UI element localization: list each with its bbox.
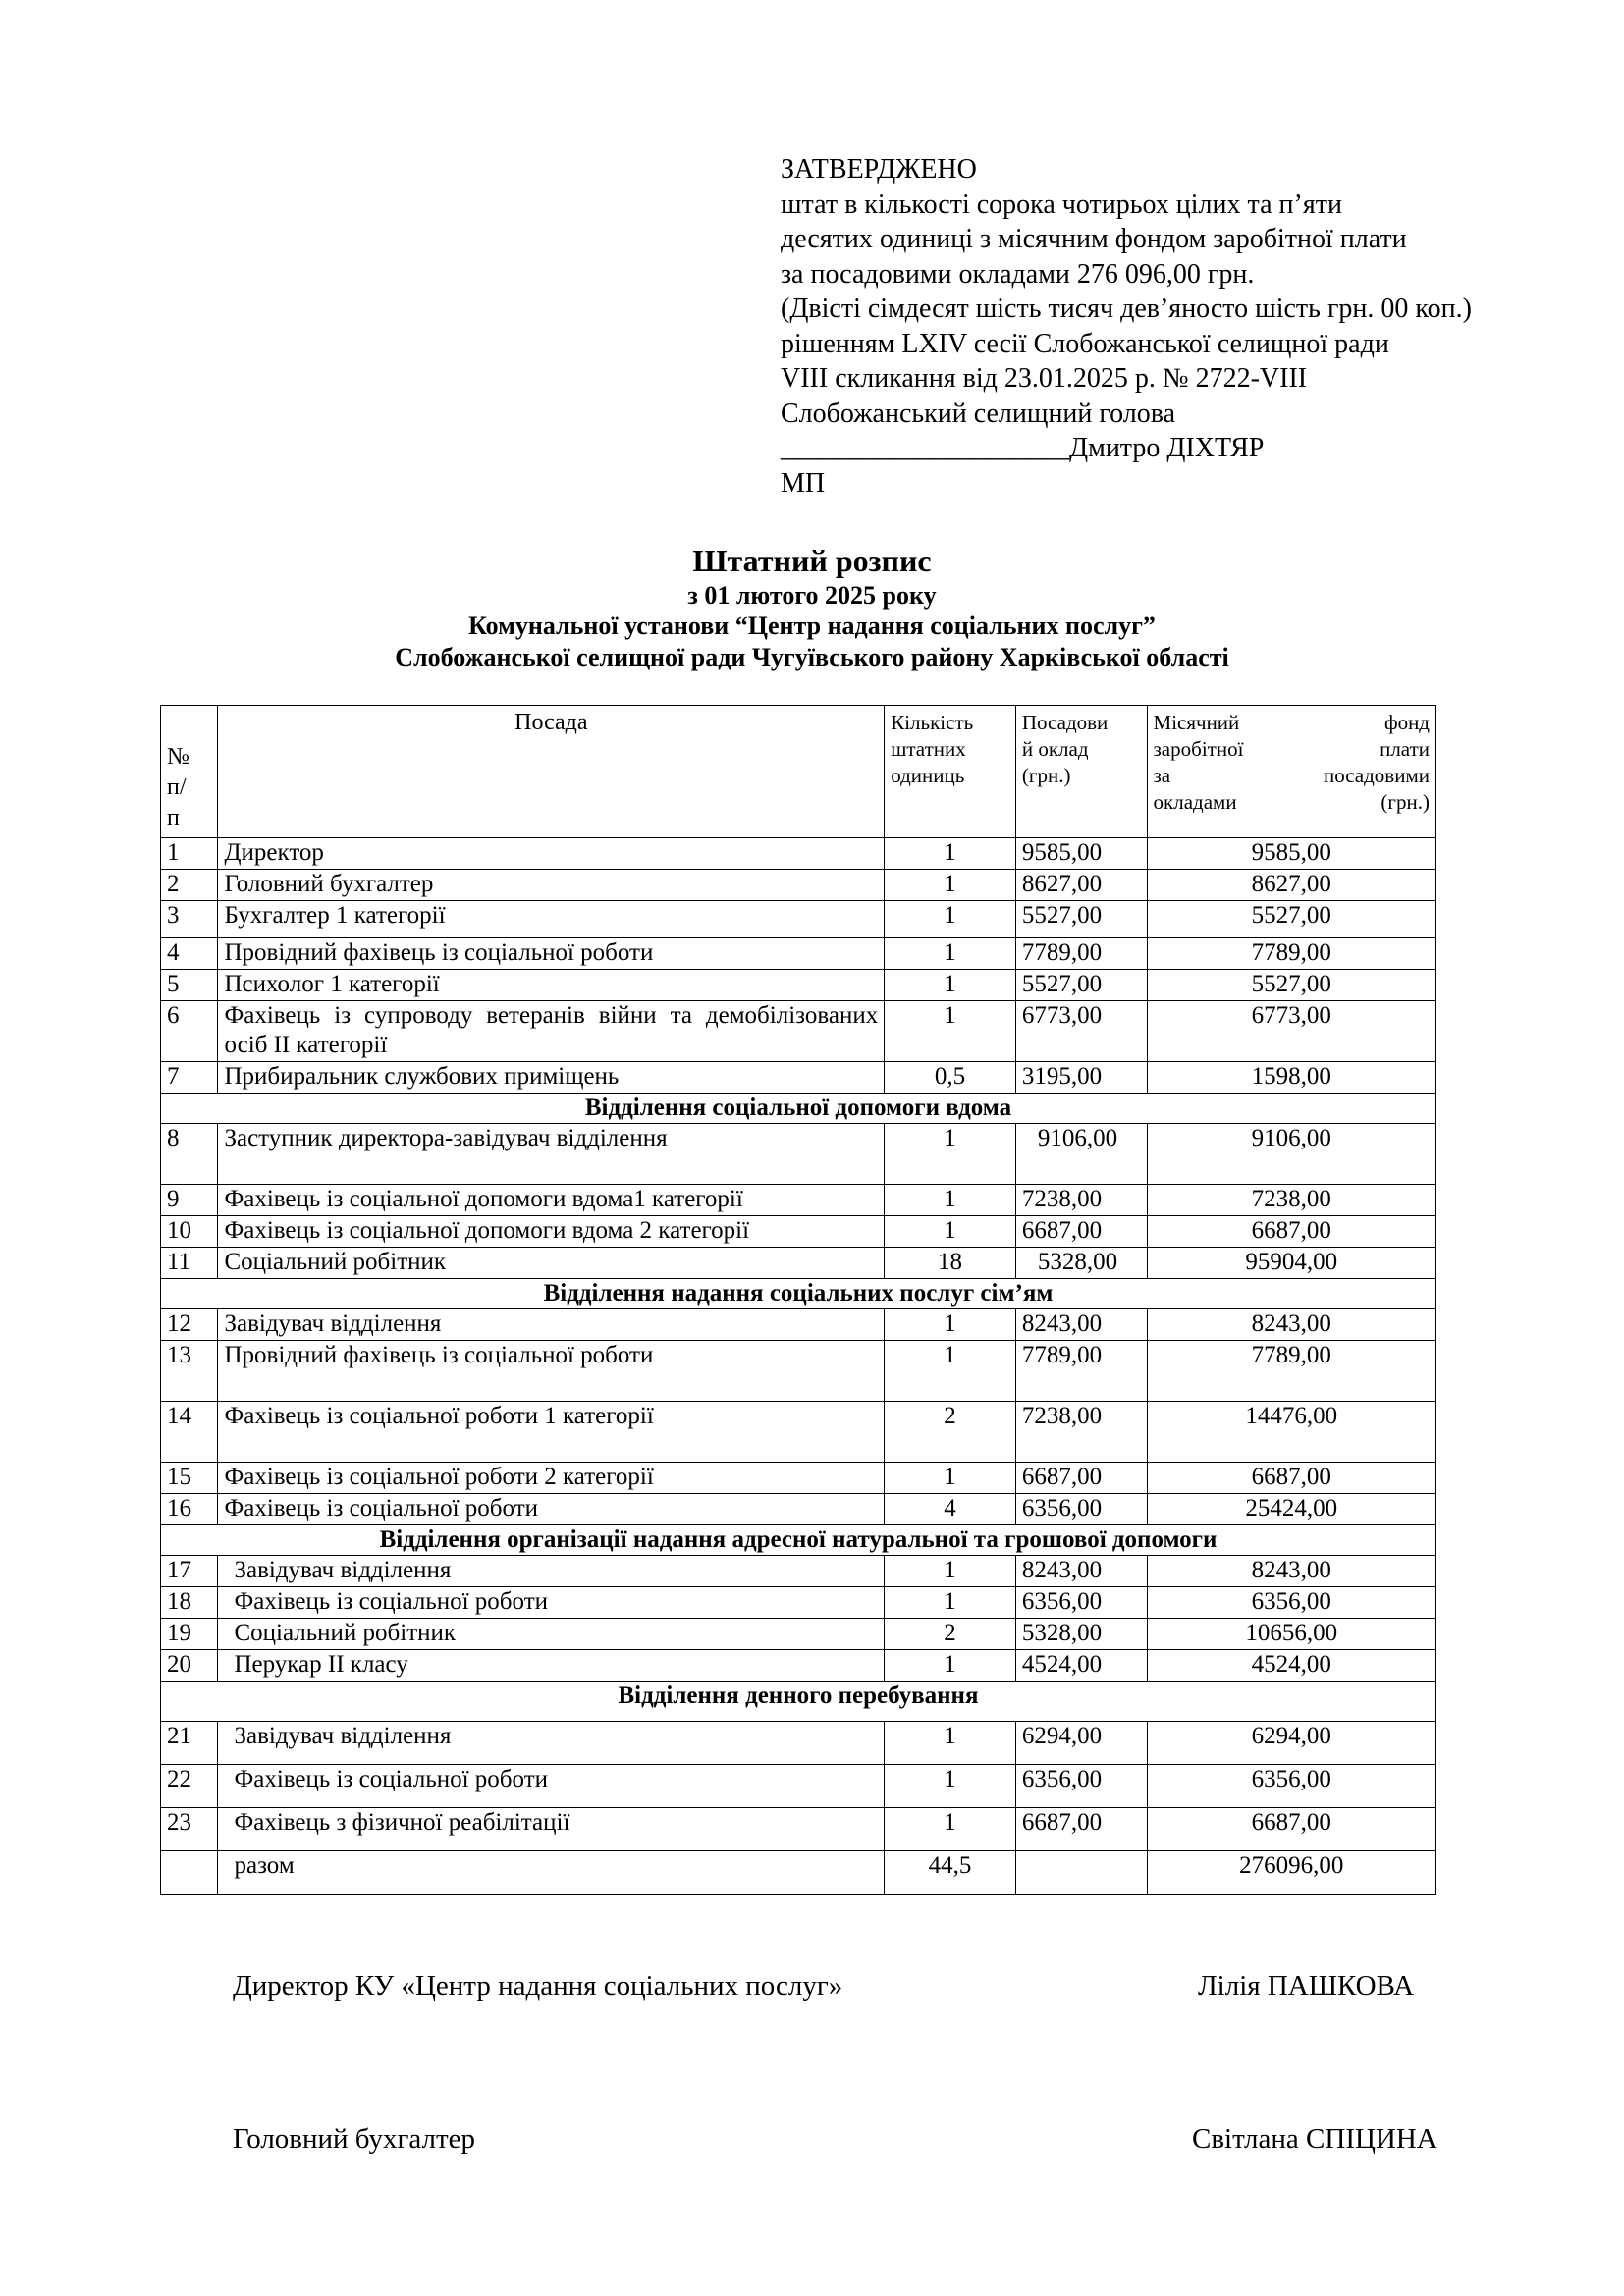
- row-position: Фахівець із соціальної роботи 1 категорії: [218, 1402, 885, 1463]
- header-fund-line: за посадовими: [1153, 764, 1430, 787]
- row-fund: 9585,00: [1147, 838, 1435, 870]
- row-number: 3: [161, 901, 218, 938]
- row-fund: 8243,00: [1147, 1309, 1435, 1341]
- table-row: [161, 870, 1436, 901]
- row-fund: 8243,00: [1147, 1556, 1435, 1587]
- row-fund: 5527,00: [1147, 970, 1435, 1001]
- row-fund: 5527,00: [1147, 901, 1435, 938]
- row-quantity: 1: [885, 870, 1016, 901]
- table-row: [161, 1494, 1436, 1525]
- table-row: [161, 1185, 1436, 1216]
- approval-line: штат в кількості сорока чотирьох цілих та п’яти: [781, 188, 1342, 220]
- table-row: [161, 1650, 1436, 1682]
- table-row: [161, 970, 1436, 1001]
- table-row: [161, 1619, 1436, 1650]
- row-position: Завідувач відділення: [218, 1556, 885, 1587]
- row-fund: 6773,00: [1147, 1001, 1435, 1062]
- row-position: Головний бухгалтер: [218, 870, 885, 901]
- section-heading: Відділення денного перебування: [161, 1682, 1436, 1722]
- row-salary: 9585,00: [1015, 838, 1147, 870]
- table-row: [161, 838, 1436, 870]
- header-fund-line: заробітної плати: [1153, 737, 1430, 761]
- row-number: 8: [161, 1124, 218, 1185]
- header-fund-line: окладами (грн.): [1153, 790, 1430, 814]
- row-number: 6: [161, 1001, 218, 1062]
- row-number: 19: [161, 1619, 218, 1650]
- section-row: [161, 1525, 1436, 1556]
- row-fund: 7789,00: [1147, 1341, 1435, 1402]
- section-row: [161, 1094, 1436, 1124]
- table-row: [161, 1309, 1436, 1341]
- row-salary: 4524,00: [1015, 1650, 1147, 1682]
- row-number: 17: [161, 1556, 218, 1587]
- row-quantity: 1: [885, 1556, 1016, 1587]
- table-row: [161, 1556, 1436, 1587]
- header-salary-line: й оклад: [1021, 737, 1089, 761]
- header-number-line: п/: [167, 774, 187, 800]
- row-fund: 4524,00: [1147, 1650, 1435, 1682]
- row-salary: 7789,00: [1015, 1341, 1147, 1402]
- row-position: Фахівець із соціальної допомоги вдома 2 категорії: [218, 1216, 885, 1248]
- director-title: Директор КУ «Центр надання соціальних послуг»: [233, 1970, 843, 2002]
- row-position: Провідний фахівець із соціальної роботи: [218, 1341, 885, 1402]
- table-row: [161, 1341, 1436, 1402]
- organization-affiliation: Слобожанської селищної ради Чугуївського району Харківської області: [395, 643, 1229, 671]
- row-quantity: 2: [885, 1402, 1016, 1463]
- row-quantity: 1: [885, 901, 1016, 938]
- row-number: 2: [161, 870, 218, 901]
- document-title: Штатний розпис: [692, 543, 932, 578]
- row-quantity: 1: [885, 1808, 1016, 1851]
- row-fund: 1598,00: [1147, 1062, 1435, 1094]
- header-number-line: №: [167, 744, 189, 770]
- row-fund: 6356,00: [1147, 1587, 1435, 1619]
- row-salary: 5527,00: [1015, 901, 1147, 938]
- header-quantity: [885, 706, 1016, 838]
- row-fund: 25424,00: [1147, 1494, 1435, 1525]
- row-salary: 6294,00: [1015, 1722, 1147, 1765]
- row-salary: 6356,00: [1015, 1765, 1147, 1808]
- row-number: 14: [161, 1402, 218, 1463]
- header-number-line: п: [167, 805, 180, 830]
- approval-line: VIII скликання від 23.01.2025 р. № 2722-VIII: [781, 363, 1308, 394]
- row-number: 10: [161, 1216, 218, 1248]
- row-number: 15: [161, 1463, 218, 1494]
- row-salary: 6687,00: [1015, 1216, 1147, 1248]
- row-quantity: 0,5: [885, 1062, 1016, 1094]
- row-quantity: 1: [885, 1309, 1016, 1341]
- approval-line: за посадовими окладами 276 096,00 грн.: [781, 258, 1255, 290]
- header-fund: [1147, 706, 1435, 838]
- row-quantity: 1: [885, 1722, 1016, 1765]
- table-row: [161, 1808, 1436, 1851]
- approval-line: рішенням LXIV сесії Слобожанської селищної ради: [781, 328, 1389, 359]
- row-salary: 6687,00: [1015, 1808, 1147, 1851]
- table-row: [161, 1124, 1436, 1185]
- row-position: Прибиральник службових приміщень: [218, 1062, 885, 1094]
- row-fund: 8627,00: [1147, 870, 1435, 901]
- row-salary: 8243,00: [1015, 1556, 1147, 1587]
- row-number: 21: [161, 1722, 218, 1765]
- row-number: 9: [161, 1185, 218, 1216]
- row-number: 23: [161, 1808, 218, 1851]
- approval-line: МП: [781, 467, 826, 499]
- row-fund: 95904,00: [1147, 1248, 1435, 1279]
- total-quantity: 44,5: [885, 1851, 1016, 1895]
- row-number: 5: [161, 970, 218, 1001]
- row-quantity: 1: [885, 1216, 1016, 1248]
- row-number: 7: [161, 1062, 218, 1094]
- row-quantity: 1: [885, 1341, 1016, 1402]
- row-salary: 6356,00: [1015, 1587, 1147, 1619]
- accountant-title: Головний бухгалтер: [233, 2123, 475, 2155]
- approval-line: _____________________Дмитро ДІХТЯР: [781, 433, 1265, 463]
- table-header-row: [161, 706, 1436, 838]
- approval-line: (Двісті сімдесят шість тисяч дев’яносто шість грн. 00 коп.): [781, 294, 1472, 324]
- row-position: Фахівець із соціальної допомоги вдома1 категорії: [218, 1185, 885, 1216]
- row-position: Фахівець з фізичної реабілітації: [218, 1808, 885, 1851]
- row-number: 12: [161, 1309, 218, 1341]
- row-position: Соціальний робітник: [218, 1619, 885, 1650]
- staff-table: [160, 705, 1436, 1895]
- table-row: [161, 1722, 1436, 1765]
- row-position: Психолог 1 категорії: [218, 970, 885, 1001]
- row-quantity: 1: [885, 1185, 1016, 1216]
- row-position: Фахівець із супроводу ветеранів війни та демобілізованих осіб ІІ категорії: [218, 1001, 885, 1062]
- header-quantity-line: одиниць: [891, 764, 965, 787]
- row-quantity: 1: [885, 838, 1016, 870]
- header-salary-line: Посадови: [1021, 711, 1109, 734]
- row-number: 20: [161, 1650, 218, 1682]
- approval-block: [781, 152, 1566, 501]
- director-name: Лілія ПАШКОВА: [1198, 1970, 1415, 2002]
- row-number: 16: [161, 1494, 218, 1525]
- section-row: [161, 1682, 1436, 1722]
- table-row: [161, 1463, 1436, 1494]
- row-salary: 8627,00: [1015, 870, 1147, 901]
- total-label: разом: [218, 1851, 885, 1895]
- row-salary: 3195,00: [1015, 1062, 1147, 1094]
- table-row: [161, 1765, 1436, 1808]
- row-salary: 6356,00: [1015, 1494, 1147, 1525]
- total-row: [161, 1851, 1436, 1895]
- row-quantity: 18: [885, 1248, 1016, 1279]
- row-fund: 7789,00: [1147, 938, 1435, 970]
- row-fund: 6294,00: [1147, 1722, 1435, 1765]
- row-quantity: 1: [885, 1587, 1016, 1619]
- row-fund: 9106,00: [1147, 1124, 1435, 1185]
- row-position: Фахівець із соціальної роботи: [218, 1494, 885, 1525]
- row-position: Бухгалтер 1 категорії: [218, 901, 885, 938]
- row-fund: 6687,00: [1147, 1808, 1435, 1851]
- row-salary: 5328,00: [1015, 1619, 1147, 1650]
- row-quantity: 1: [885, 1650, 1016, 1682]
- table-row: [161, 1402, 1436, 1463]
- row-number: 11: [161, 1248, 218, 1279]
- row-salary: 5328,00: [1015, 1248, 1147, 1279]
- row-number: 1: [161, 838, 218, 870]
- table-row: [161, 1216, 1436, 1248]
- row-number: 18: [161, 1587, 218, 1619]
- section-row: [161, 1279, 1436, 1309]
- staff-table-body: [161, 706, 1436, 1895]
- row-position: Провідний фахівець із соціальної роботи: [218, 938, 885, 970]
- accountant-name: Світлана СПІЦИНА: [1192, 2123, 1437, 2155]
- header-fund-line: Місячний фонд: [1153, 711, 1430, 734]
- row-fund: 6356,00: [1147, 1765, 1435, 1808]
- row-position: Соціальний робітник: [218, 1248, 885, 1279]
- row-salary: 6773,00: [1015, 1001, 1147, 1062]
- row-position: Фахівець із соціальної роботи 2 категорії: [218, 1463, 885, 1494]
- section-heading: Відділення соціальної допомоги вдома: [161, 1094, 1436, 1124]
- row-position: Завідувач відділення: [218, 1309, 885, 1341]
- row-position: Фахівець із соціальної роботи: [218, 1765, 885, 1808]
- row-quantity: 4: [885, 1494, 1016, 1525]
- row-fund: 6687,00: [1147, 1216, 1435, 1248]
- row-salary: 6687,00: [1015, 1463, 1147, 1494]
- organization-name: Комунальної установи “Центр надання соціальних послуг”: [468, 612, 1156, 640]
- row-position: Директор: [218, 838, 885, 870]
- row-salary: 5527,00: [1015, 970, 1147, 1001]
- header-quantity-line: штатних: [891, 737, 966, 761]
- row-number: 4: [161, 938, 218, 970]
- row-salary: 9106,00: [1015, 1124, 1147, 1185]
- row-fund: 10656,00: [1147, 1619, 1435, 1650]
- table-row: [161, 901, 1436, 938]
- approval-line: десятих одиниці з місячним фондом заробітної плати: [781, 224, 1407, 254]
- header-quantity-line: Кількість: [891, 711, 974, 734]
- table-row: [161, 1001, 1436, 1062]
- row-number: 13: [161, 1341, 218, 1402]
- row-quantity: 1: [885, 1463, 1016, 1494]
- table-row: [161, 1062, 1436, 1094]
- total-salary: [1015, 1851, 1147, 1895]
- table-row: [161, 1248, 1436, 1279]
- row-salary: 7238,00: [1015, 1402, 1147, 1463]
- row-salary: 7789,00: [1015, 938, 1147, 970]
- table-row: [161, 1587, 1436, 1619]
- section-heading: Відділення організації надання адресної натуральної та грошової допомоги: [161, 1525, 1436, 1556]
- row-quantity: 1: [885, 938, 1016, 970]
- row-salary: 8243,00: [1015, 1309, 1147, 1341]
- section-heading: Відділення надання соціальних послуг сім’ям: [161, 1279, 1436, 1309]
- header-position: Посада: [218, 706, 885, 838]
- row-quantity: 1: [885, 1124, 1016, 1185]
- document-date: з 01 лютого 2025 року: [687, 581, 937, 610]
- total-fund: 276096,00: [1147, 1851, 1435, 1895]
- row-quantity: 1: [885, 1001, 1016, 1062]
- total-number-cell: [161, 1851, 218, 1895]
- row-position: Перукар ІІ класу: [218, 1650, 885, 1682]
- row-salary: 7238,00: [1015, 1185, 1147, 1216]
- approval-line: Слобожанський селищний голова: [781, 398, 1176, 429]
- row-fund: 6687,00: [1147, 1463, 1435, 1494]
- row-quantity: 2: [885, 1619, 1016, 1650]
- approval-line: ЗАТВЕРДЖЕНО: [781, 154, 977, 185]
- row-position: Фахівець із соціальної роботи: [218, 1587, 885, 1619]
- row-fund: 14476,00: [1147, 1402, 1435, 1463]
- row-quantity: 1: [885, 1765, 1016, 1808]
- row-position: Завідувач відділення: [218, 1722, 885, 1765]
- row-fund: 7238,00: [1147, 1185, 1435, 1216]
- row-quantity: 1: [885, 970, 1016, 1001]
- row-position: Заступник директора-завідувач відділення: [218, 1124, 885, 1185]
- header-salary: [1015, 706, 1147, 838]
- header-salary-line: (грн.): [1021, 764, 1071, 787]
- table-row: [161, 938, 1436, 970]
- header-number: [161, 706, 218, 838]
- row-number: 22: [161, 1765, 218, 1808]
